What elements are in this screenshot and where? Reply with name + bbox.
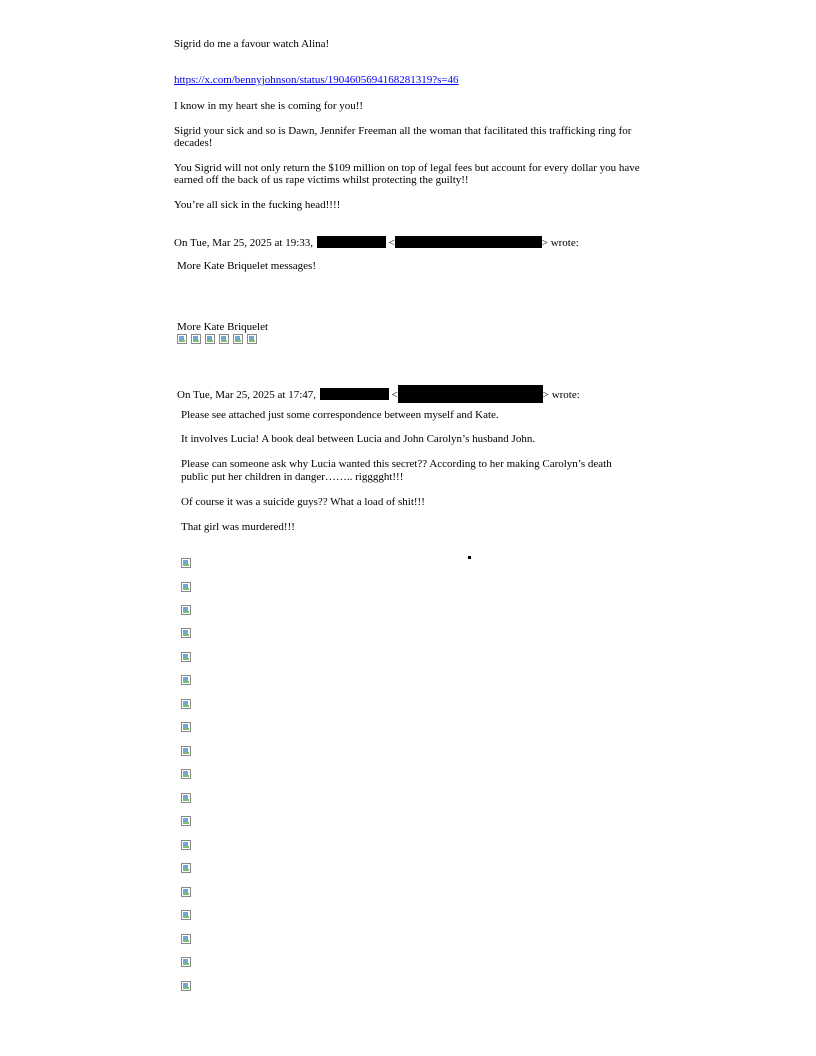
broken-image-icon: [181, 558, 191, 568]
quoted-caption: More Kate Briquelet: [177, 321, 269, 333]
broken-image-icon: [181, 699, 191, 709]
quote-header-1-date: On Tue, Mar 25, 2025 at 19:33,: [174, 237, 314, 249]
broken-image-icon: [181, 722, 191, 732]
broken-image-icon: [181, 675, 191, 685]
broken-image-icon: [181, 910, 191, 920]
broken-image-icon: [181, 628, 191, 638]
broken-image-icon: [181, 582, 191, 592]
quote-header-1-lt: <: [388, 237, 395, 249]
broken-image-icon: [233, 334, 243, 344]
tweet-link[interactable]: https://x.com/bennyjohnson/status/1904605694168281319?s=46: [174, 74, 459, 86]
quote-header-1: [174, 236, 579, 249]
quoted-paragraph-2: It involves Lucia! A book deal between Lucia and John Carolyn’s husband John.: [181, 433, 536, 445]
message-line-1: Sigrid do me a favour watch Alina!: [174, 38, 330, 50]
quote-header-2-date: On Tue, Mar 25, 2025 at 17:47,: [177, 389, 317, 401]
broken-image-icon: [181, 793, 191, 803]
broken-image-icon: [181, 981, 191, 991]
quoted-paragraph-3b: public put her children in danger…….. rigggght!!!: [181, 471, 404, 483]
quoted-paragraph-4: Of course it was a suicide guys?? What a load of shit!!!: [181, 496, 425, 508]
redacted-sender-name: [320, 388, 389, 400]
broken-image-icon: [181, 887, 191, 897]
quote-header-1-wrote: > wrote:: [541, 237, 579, 249]
broken-image-icon: [181, 816, 191, 826]
broken-image-icon: [205, 334, 215, 344]
broken-image-icon: [181, 957, 191, 967]
redacted-sender-name: [317, 236, 386, 248]
quoted-paragraph-3a: Please can someone ask why Lucia wanted this secret?? According to her making Carolyn’s death: [181, 458, 612, 470]
broken-image-icon: [181, 652, 191, 662]
redacted-sender-email: [395, 236, 542, 248]
quoted-paragraph-1: Please see attached just some correspondence between myself and Kate.: [181, 409, 499, 421]
quote-header-2-wrote: > wrote:: [542, 389, 580, 401]
broken-image-icon: [181, 746, 191, 756]
broken-image-icon: [181, 840, 191, 850]
redacted-sender-email: [398, 385, 543, 403]
message-paragraph-1: Sigrid your sick and so is Dawn, Jennifer Freeman all the woman that facilitated this trafficking ring for decades!: [174, 125, 632, 149]
broken-image-icon: [177, 334, 187, 344]
broken-image-icon: [219, 334, 229, 344]
quote-header-2-lt: <: [391, 389, 398, 401]
quoted-message-1: More Kate Briquelet messages!: [177, 260, 316, 272]
quote-header-2: [177, 385, 580, 403]
message-paragraph-2: You Sigrid will not only return the $109 million on top of legal fees but account for every dollar you have earned off the back of us rape victims whilst protecting the guilty!!: [174, 162, 640, 186]
broken-image-icon: [181, 934, 191, 944]
message-line-3: You’re all sick in the fucking head!!!!: [174, 199, 341, 211]
broken-image-icon: [181, 605, 191, 615]
quoted-paragraph-5: That girl was murdered!!!: [181, 521, 295, 533]
broken-image-icon: [181, 863, 191, 873]
message-line-2: I know in my heart she is coming for you!!: [174, 100, 364, 112]
broken-image-icon: [247, 334, 257, 344]
stray-dot: [468, 556, 471, 559]
broken-image-icon: [191, 334, 201, 344]
broken-image-icon: [181, 769, 191, 779]
